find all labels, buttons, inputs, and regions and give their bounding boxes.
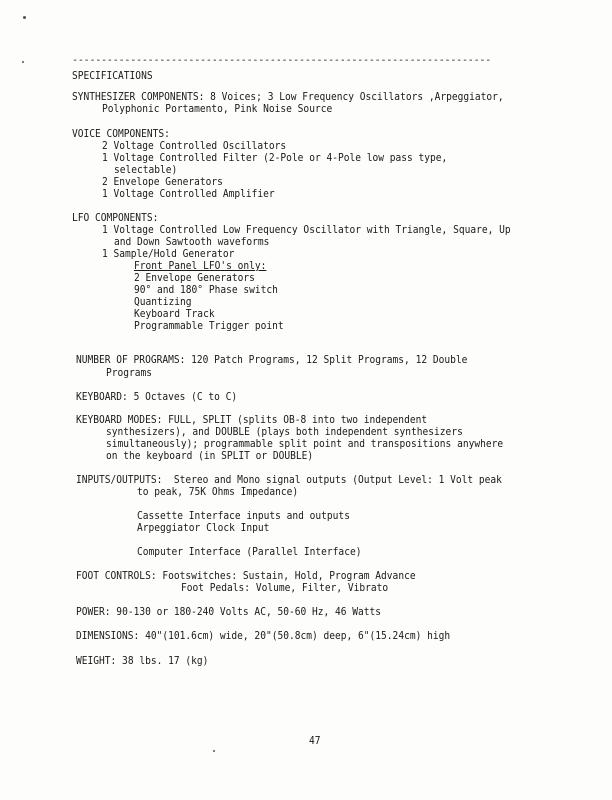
- front-panel-item: Programmable Trigger point: [134, 320, 284, 332]
- lfo-item: and Down Sawtooth waveforms: [114, 236, 270, 248]
- keyboard-label: KEYBOARD:: [76, 391, 128, 403]
- modes-label: KEYBOARD MODES:: [76, 414, 163, 426]
- front-panel-item: Quantizing: [134, 296, 192, 308]
- modes-line-4: on the keyboard (in SPLIT or DOUBLE): [106, 450, 314, 462]
- io-line-1: Stereo and Mono signal outputs (Output Level: 1 Volt peak: [173, 474, 502, 486]
- keyboard-row: [76, 391, 237, 403]
- dimensions-row: [76, 630, 450, 642]
- voice-item: 2 Voltage Controlled Oscillators: [102, 140, 287, 152]
- synth-label: SYNTHESIZER COMPONENTS:: [72, 91, 205, 103]
- weight-label: WEIGHT:: [76, 655, 117, 667]
- foot-line-1: Footswitches: Sustain, Hold, Program Advance: [162, 570, 416, 582]
- foot-line-2: Foot Pedals: Volume, Filter, Vibrato: [181, 582, 389, 594]
- page-heading: SPECIFICATIONS: [72, 70, 153, 82]
- synth-line-2: Polyphonic Portamento, Pink Noise Source: [102, 103, 333, 115]
- io-line-2: to peak, 75K Ohms Impedance): [137, 486, 299, 498]
- programs-line-1: 120 Patch Programs, 12 Split Programs, 12 Double: [191, 354, 468, 366]
- io-row-1: [76, 474, 502, 486]
- foot-row-1: [76, 570, 416, 582]
- foot-label: FOOT CONTROLS:: [76, 570, 157, 582]
- voice-item: 1 Voltage Controlled Amplifier: [102, 188, 275, 200]
- weight-row: [76, 655, 208, 667]
- scan-speck: [213, 750, 215, 752]
- separator-dashes: ------------------------------------------------------------------------: [72, 55, 492, 66]
- page-number: 47: [309, 735, 321, 747]
- lfo-item: 1 Voltage Controlled Low Frequency Oscillator with Triangle, Square, Up: [102, 224, 511, 236]
- synth-line-1: 8 Voices; 3 Low Frequency Oscillators ,Arpeggiator,: [210, 91, 504, 103]
- dimensions-value: 40"(101.6cm) wide, 20"(50.8cm) deep, 6"(15.24cm) high: [145, 630, 451, 642]
- programs-line-2: Programs: [106, 367, 153, 379]
- io-line-4: Arpeggiator Clock Input: [137, 522, 270, 534]
- io-label: INPUTS/OUTPUTS:: [76, 474, 163, 486]
- programs-label: NUMBER OF PROGRAMS:: [76, 354, 186, 366]
- programs-row-1: [76, 354, 467, 366]
- power-label: POWER:: [76, 606, 111, 618]
- modes-line-2: synthesizers), and DOUBLE (plays both independent synthesizers: [106, 426, 463, 438]
- weight-value: 38 lbs. 17 (kg): [122, 655, 209, 667]
- io-line-3: Cassette Interface inputs and outputs: [137, 510, 350, 522]
- modes-line-1: FULL, SPLIT (splits OB-8 into two independent: [168, 414, 428, 426]
- voice-item: 2 Envelope Generators: [102, 176, 223, 188]
- power-value: 90-130 or 180-240 Volts AC, 50-60 Hz, 46 Watts: [116, 606, 382, 618]
- scan-speck: [22, 61, 24, 63]
- front-panel-item: 90° and 180° Phase switch: [134, 284, 278, 296]
- keyboard-value: 5 Octaves (C to C): [133, 391, 238, 403]
- modes-line-3: simultaneously); programmable split point and transpositions anywhere: [106, 438, 504, 450]
- synth-row-1: [72, 91, 504, 103]
- io-line-5: Computer Interface (Parallel Interface): [137, 546, 362, 558]
- front-panel-label: Front Panel LFO's only:: [134, 260, 267, 272]
- lfo-item: 1 Sample/Hold Generator: [102, 248, 235, 260]
- modes-row-1: [76, 414, 427, 426]
- voice-label: VOICE COMPONENTS:: [72, 128, 170, 140]
- lfo-label: LFO COMPONENTS:: [72, 212, 159, 224]
- dimensions-label: DIMENSIONS:: [76, 630, 140, 642]
- power-row: [76, 606, 381, 618]
- scan-speck: [23, 16, 26, 19]
- front-panel-item: Keyboard Track: [134, 308, 215, 320]
- front-panel-item: 2 Envelope Generators: [134, 272, 255, 284]
- voice-item: 1 Voltage Controlled Filter (2-Pole or 4-Pole low pass type,: [102, 152, 448, 164]
- voice-item: selectable): [114, 164, 178, 176]
